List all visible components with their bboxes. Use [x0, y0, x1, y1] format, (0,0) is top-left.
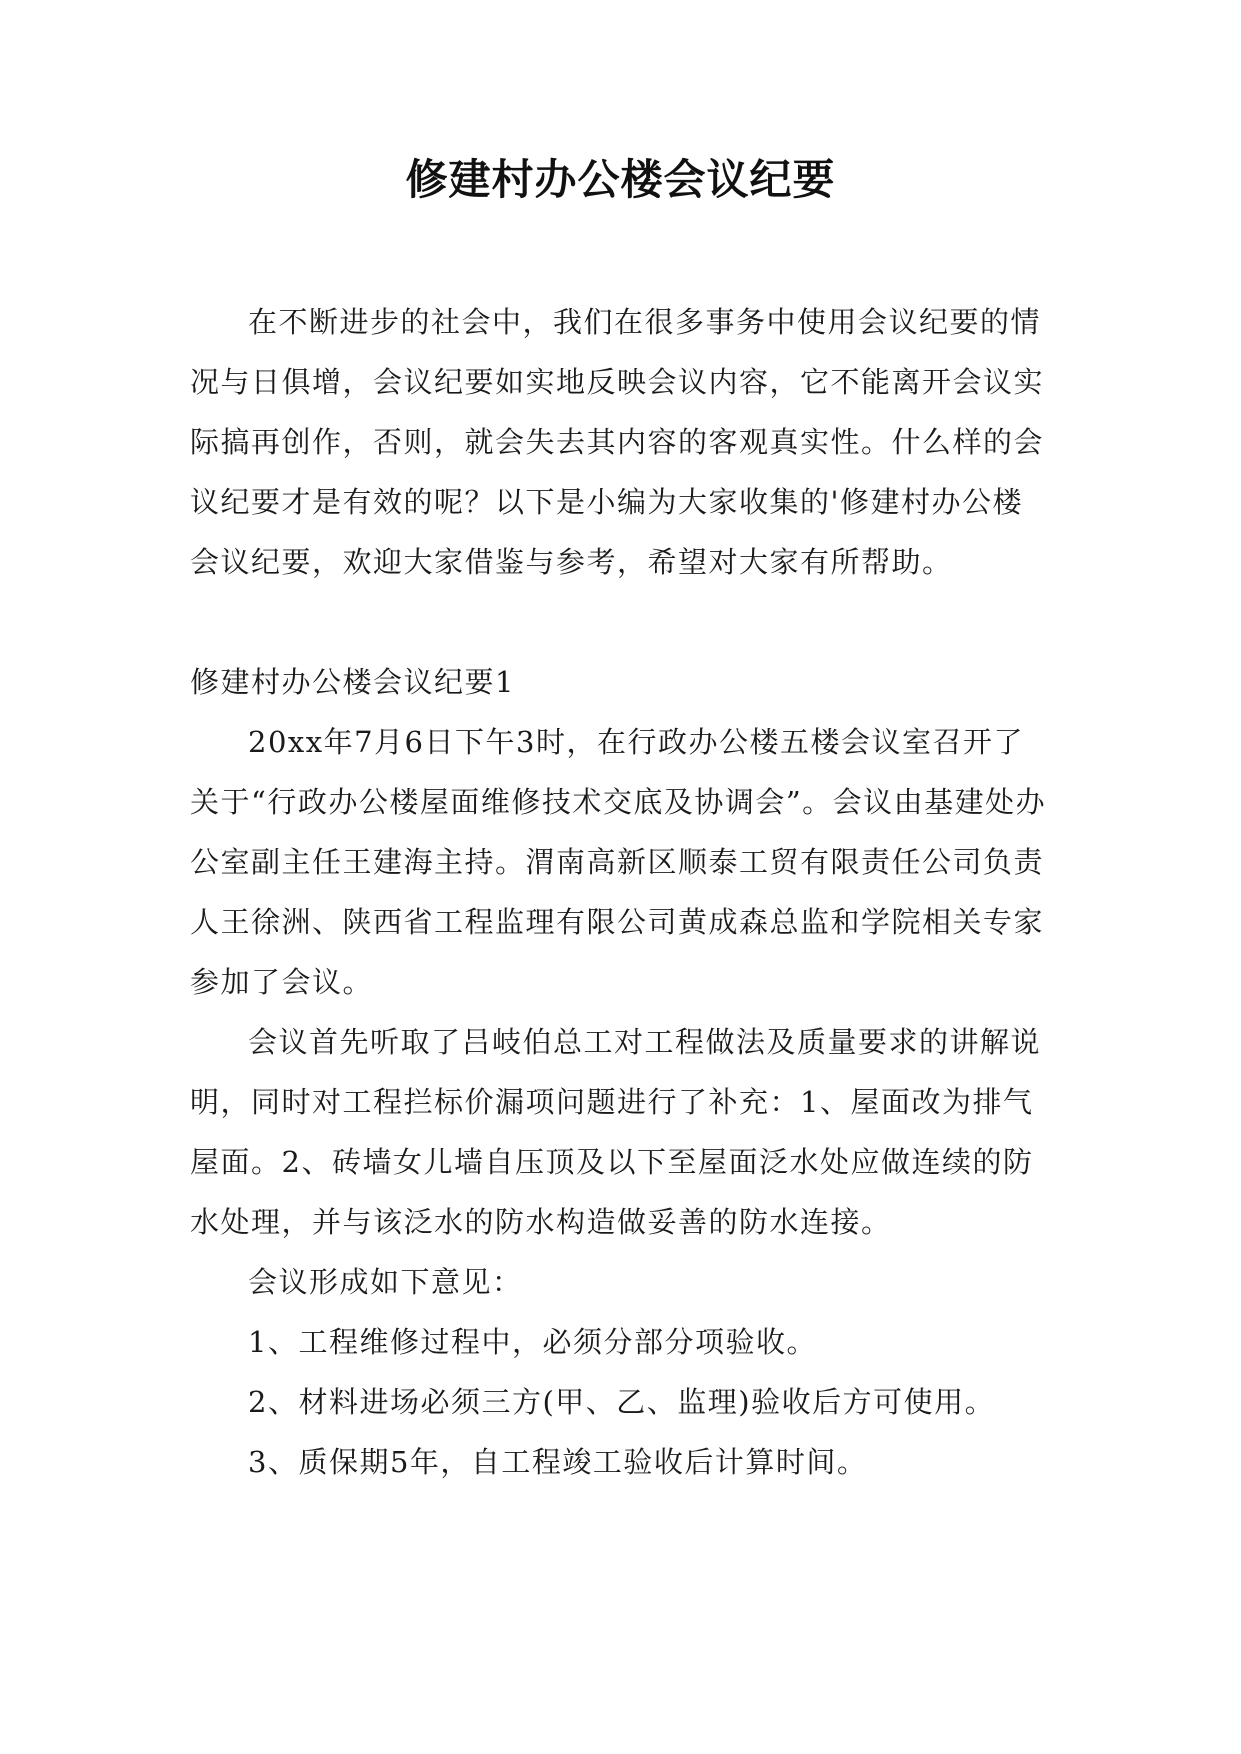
meeting-overview-paragraph: 20xx年7月6日下午3时，在行政办公楼五楼会议室召开了关于“行政办公楼屋面维修技术交底及协调会”。会议由基建处办公室副主任王建海主持。渭南高新区顺泰工贸有限责任公司负责人王徐洲、陕西省工程监理有限公司黄成森总监和学院相关专家参加了会议。 [190, 725, 1047, 999]
section-heading: 修建村办公楼会议纪要1 [190, 665, 515, 699]
intro-paragraph: 在不断进步的社会中，我们在很多事务中使用会议纪要的情况与日俱增，会议纪要如实地反映会议内容，它不能离开会议实际搞再创作，否则，就会失去其内容的客观真实性。什么样的会议纪要才是有效的呢？以下是小编为大家收集的'修建村办公楼会议纪要，欢迎大家借鉴与参考，希望对大家有所帮助。 [190, 305, 1045, 579]
paragraph-spacer [190, 592, 1052, 652]
opinion-item-2: 2、材料进场必须三方(甲、乙、监理)验收后方可使用。 [248, 1385, 996, 1419]
opinion-item-3: 3、质保期5年，自工程竣工验收后计算时间。 [248, 1445, 868, 1479]
meeting-details-paragraph: 会议首先听取了吕岐伯总工对工程做法及质量要求的讲解说明，同时对工程拦标价漏项问题进行了补充：1、屋面改为排气屋面。2、砖墙女儿墙自压顶及以下至屋面泛水处应做连续的防水处理，并与该泛水的防水构造做妥善的防水连接。 [190, 1025, 1042, 1239]
document-body [190, 292, 1052, 1492]
opinion-item-1: 1、工程维修过程中，必须分部分项验收。 [248, 1325, 817, 1359]
document-title: 修建村办公楼会议纪要 [405, 155, 836, 204]
opinions-intro: 会议形成如下意见： [248, 1265, 523, 1299]
